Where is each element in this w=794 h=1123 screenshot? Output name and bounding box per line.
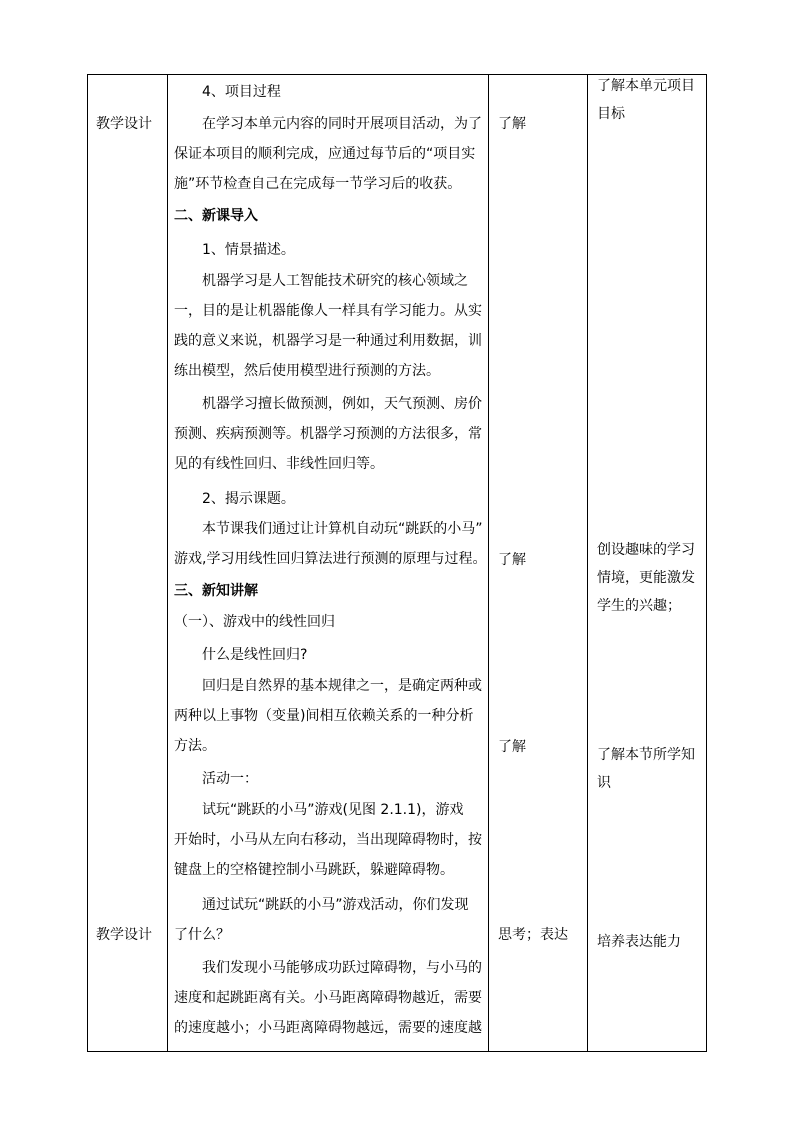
text-line: 回归是自然界的基本规律之一，是确定两种或 [202, 678, 482, 694]
student-activity-4: 思考；表达 [498, 927, 568, 943]
para-project-process [174, 77, 489, 107]
student-activity-2: 了解 [498, 552, 526, 568]
column-divider-3 [587, 75, 588, 1051]
para-ml-prediction [174, 389, 489, 479]
text-line: 开始时，小马从左向右移动，当出现障碍物时，按 [174, 832, 482, 848]
para-discovery-question [174, 890, 489, 950]
text-line: 我们发现小马能够成功跃过障碍物，与小马的 [202, 960, 482, 976]
para-lesson-goal [174, 514, 489, 574]
design-intent-2: 创设趣味的学习情境，更能激发学生的兴趣； [597, 542, 695, 614]
design-intent-3: 了解本节所学知识 [597, 747, 695, 791]
text-line: 了什么？ [174, 927, 230, 943]
text-line: 通过试玩“跳跃的小马”游戏活动，你们发现 [202, 897, 469, 913]
text-line: 什么是线性回归? [202, 647, 308, 663]
text-line: 4、项目过程 [202, 84, 281, 100]
text-line: 见的有线性回归、非线性回归等。 [174, 456, 384, 472]
para-reveal-topic [174, 484, 489, 514]
text-line: 三、新知讲解 [174, 583, 258, 599]
para-discovery-answer [174, 953, 489, 1043]
para-regression-definition [174, 671, 489, 761]
text-line: 践的意义来说，机器学习是一种通过利用数据，训 [174, 333, 482, 349]
design-intent-1: 了解本单元项目目标 [597, 78, 695, 122]
text-line: 试玩“跳跃的小马”游戏(见图 2.1.1)，游戏 [202, 802, 464, 818]
text-line: 本节课我们通过让计算机自动玩“跳跃的小马” [202, 521, 483, 537]
lesson-plan-table [87, 74, 707, 1052]
text-line: 速度和起跳距离有关。小马距离障碍物越近，需要 [174, 990, 482, 1006]
design-intent-4: 培养表达能力 [597, 934, 681, 950]
text-line: 2、揭示课题。 [202, 491, 295, 507]
heading-new-knowledge [174, 576, 489, 606]
text-line: 机器学习是人工智能技术研究的核心领域之 [202, 273, 468, 289]
text-line: 二、新课导入 [174, 208, 258, 224]
text-line: 预测、疾病预测等。机器学习预测的方法很多，常 [174, 426, 482, 442]
para-activity-one [174, 764, 489, 794]
student-activity-3: 了解 [498, 739, 526, 755]
text-line: （一）、游戏中的线性回归 [174, 614, 335, 630]
text-line: 施”环节检查自己在完成每一节学习后的收获。 [174, 176, 462, 192]
text-line: 两种以上事物（变量)间相互依赖关系的一种分析 [174, 708, 474, 724]
text-line: 键盘上的空格键控制小马跳跃，躲避障碍物。 [174, 862, 454, 878]
text-line: 保证本项目的顺利完成，应通过每节后的“项目实 [174, 146, 476, 162]
text-line: 游戏,学习用线性回归算法进行预测的原理与过程。 [174, 551, 487, 567]
text-line: 1、情景描述。 [202, 242, 295, 258]
section-label-top: 教学设计 [96, 116, 152, 132]
text-line: 在学习本单元内容的同时开展项目活动，为了 [202, 116, 482, 132]
para-scene-desc [174, 235, 489, 265]
para-question-linear-regression [174, 640, 489, 670]
column-divider-1 [167, 75, 168, 1051]
student-activity-1: 了解 [498, 116, 526, 132]
text-line: 机器学习擅长做预测，例如，天气预测、房价 [202, 396, 482, 412]
heading-new-lesson [174, 201, 489, 231]
text-line: 的速度越小；小马距离障碍物越远，需要的速度越 [174, 1020, 482, 1036]
section-label-bottom: 教学设计 [96, 927, 152, 943]
para-ml-intro [174, 266, 489, 386]
para-game-trial [174, 795, 489, 885]
text-line: 活动一： [202, 771, 258, 787]
text-line: 方法。 [174, 738, 216, 754]
text-line: 练出模型，然后使用模型进行预测的方法。 [174, 363, 440, 379]
para-subheading-linear-regression [174, 607, 489, 637]
para-project-intro [174, 109, 489, 199]
text-line: 一，目的是让机器能像人一样具有学习能力。从实 [174, 303, 482, 319]
